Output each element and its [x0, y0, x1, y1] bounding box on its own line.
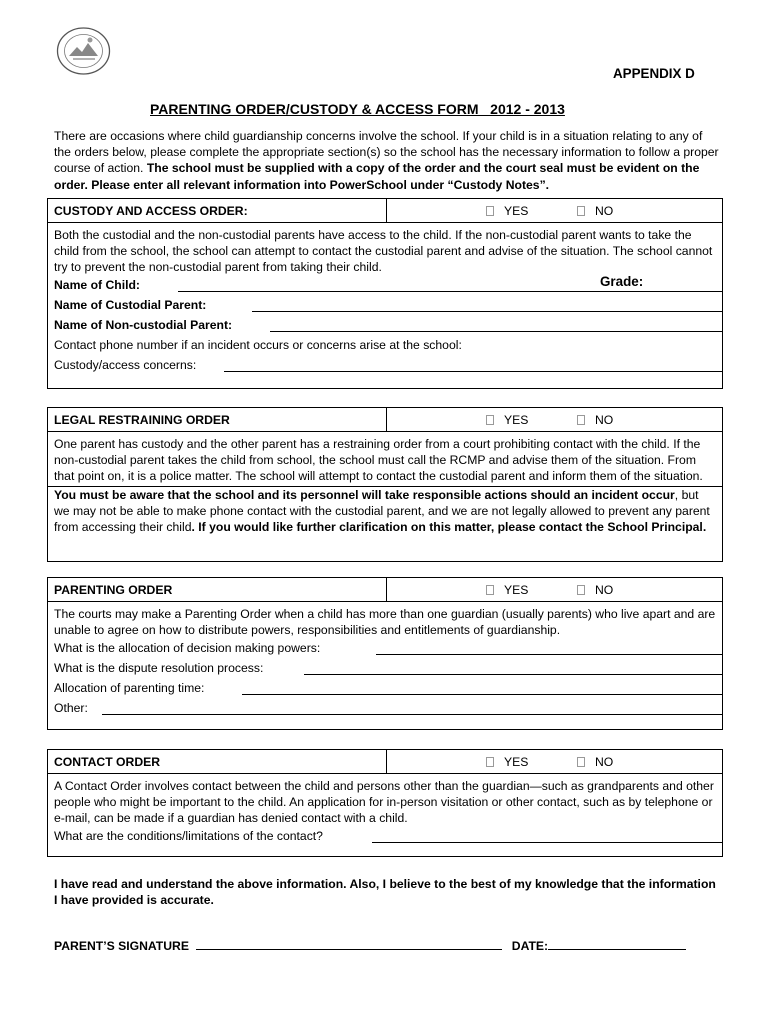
no-label: NO	[595, 583, 614, 597]
legal-yes-option[interactable]	[486, 413, 528, 427]
allocation-label: What is the allocation of decision making powers:	[54, 641, 321, 655]
allocation-line[interactable]	[376, 654, 722, 655]
checkbox-icon[interactable]	[486, 206, 494, 216]
header-divider	[386, 750, 387, 773]
legal-header	[48, 408, 722, 432]
contact-no-option[interactable]	[577, 755, 613, 769]
custodial-parent-field[interactable]	[54, 295, 716, 315]
other-line[interactable]	[102, 714, 722, 715]
legal-body	[48, 432, 722, 486]
header-divider	[386, 408, 387, 431]
custody-text: Both the custodial and the non-custodial parents have access to the child. If the non-custodial parent wants to take the child from the school, the school can attempt to contact the custodial parent and advise of the situation. The school cannot try to prevent the non-custodial parent from taking their child.	[54, 228, 713, 274]
contact-header	[48, 750, 722, 774]
signature-line[interactable]	[196, 938, 502, 950]
dispute-field[interactable]	[54, 658, 716, 678]
checkbox-icon[interactable]	[577, 585, 585, 595]
child-name-label: Name of Child:	[54, 278, 140, 292]
contact-text: A Contact Order involves contact between the child and persons other than the guardian—such as grandparents and other people who might be important to the child. An application for in-person visitation or other contact, such as by telephone or e-mail, can be made if a guardian has denied contact with a child.	[54, 779, 714, 825]
legal-text: One parent has custody and the other parent has a restraining order from a court prohibiting contact with the child. If the non-custodial parent takes the child from school, the school must call the RCMP and advise them of the situation. From that point on, it is a police matter. The school will attempt to contact the custodial parent and inform them of the situation.	[54, 437, 703, 483]
custody-no-option[interactable]	[577, 204, 613, 218]
no-label: NO	[595, 413, 614, 427]
checkbox-icon[interactable]	[577, 757, 585, 767]
child-name-line[interactable]	[178, 291, 722, 292]
parenting-header	[48, 578, 722, 602]
allocation-field[interactable]	[54, 638, 716, 658]
custody-section	[47, 198, 723, 389]
no-label: NO	[595, 204, 614, 218]
warning-text: , but we may not be able to make phone contact with the custodial parent, and we are not legally allowed to prevent any parent from accessing their child	[54, 488, 710, 534]
conditions-field[interactable]	[54, 826, 716, 846]
contact-phone-field	[54, 335, 716, 355]
dispute-label: What is the dispute resolution process:	[54, 661, 264, 675]
checkbox-icon[interactable]	[486, 585, 494, 595]
parenting-time-label: Allocation of parenting time:	[54, 681, 205, 695]
noncustodial-parent-field[interactable]	[54, 315, 716, 335]
yes-label: YES	[504, 413, 529, 427]
intro-paragraph	[54, 128, 722, 193]
parenting-body	[48, 602, 722, 724]
intro-text: There are occasions where child guardianship concerns involve the school. If your child is in a situation relating to any of the orders below, please complete the appropriate section(s) so the school has the necessary information to follow a proper course of action.	[54, 129, 719, 176]
parenting-text: The courts may make a Parenting Order when a child has more than one guardian (usually parents) who live apart and are unable to agree on how to distribute powers, responsibilities and entitlements of guardianship.	[54, 607, 716, 637]
dispute-line[interactable]	[304, 674, 722, 675]
checkbox-icon[interactable]	[577, 415, 585, 425]
concerns-label: Custody/access concerns:	[54, 358, 197, 372]
custody-body	[48, 223, 722, 381]
conditions-line[interactable]	[372, 842, 722, 843]
parenting-no-option[interactable]	[577, 583, 613, 597]
custody-header	[48, 199, 722, 223]
warning-bold-text: You must be aware that the school and its personnel will take responsible actions should an incident occur	[54, 488, 675, 502]
parenting-section	[47, 577, 723, 730]
custody-heading: CUSTODY AND ACCESS ORDER:	[54, 204, 248, 218]
checkbox-icon[interactable]	[486, 415, 494, 425]
noncustodial-parent-label: Name of Non-custodial Parent:	[54, 318, 233, 332]
checkbox-icon[interactable]	[486, 757, 494, 767]
contact-section	[47, 749, 723, 857]
parenting-heading: PARENTING ORDER	[54, 583, 173, 597]
signature-label: PARENT’S SIGNATURE	[54, 939, 189, 953]
contact-body	[48, 774, 722, 852]
grade-label: Grade:	[600, 274, 644, 289]
yes-label: YES	[504, 204, 529, 218]
yes-label: YES	[504, 755, 529, 769]
legal-warning	[48, 486, 722, 535]
concerns-line[interactable]	[224, 371, 722, 372]
date-line[interactable]	[548, 938, 686, 950]
parenting-yes-option[interactable]	[486, 583, 528, 597]
signature-row	[54, 938, 686, 953]
other-field[interactable]	[54, 698, 716, 718]
contact-heading: CONTACT ORDER	[54, 755, 161, 769]
yes-label: YES	[504, 583, 529, 597]
appendix-label: APPENDIX D	[613, 66, 695, 81]
date-label: DATE:	[511, 939, 549, 953]
header-divider	[386, 199, 387, 222]
header-divider	[386, 578, 387, 601]
declaration-text: I have read and understand the above information. Also, I believe to the best of my knowledge that the information I have provided is accurate.	[54, 877, 716, 907]
parenting-time-line[interactable]	[242, 694, 722, 695]
legal-heading: LEGAL RESTRAINING ORDER	[54, 413, 230, 427]
contact-yes-option[interactable]	[486, 755, 528, 769]
noncustodial-parent-line[interactable]	[270, 331, 722, 332]
legal-no-option[interactable]	[577, 413, 613, 427]
form-title: PARENTING ORDER/CUSTODY & ACCESS FORM 2012 - 2013	[150, 101, 565, 117]
contact-phone-label: Contact phone number if an incident occurs or concerns arise at the school:	[54, 338, 462, 352]
checkbox-icon[interactable]	[577, 206, 585, 216]
other-label: Other:	[54, 701, 88, 715]
warning-bold-text-2: . If you would like further clarification on this matter, please contact the School Principal.	[191, 520, 707, 534]
intro-bold-text: The school must be supplied with a copy of the order and the court seal must be evident on the order. Please enter all relevant information into PowerSchool under “Custody Notes”.	[54, 161, 700, 192]
custodial-parent-label: Name of Custodial Parent:	[54, 298, 207, 312]
school-seal-logo	[55, 26, 112, 76]
no-label: NO	[595, 755, 614, 769]
custody-yes-option[interactable]	[486, 204, 528, 218]
child-name-field[interactable]	[54, 275, 716, 295]
legal-section	[47, 407, 723, 562]
concerns-field[interactable]	[54, 355, 716, 375]
parenting-time-field[interactable]	[54, 678, 716, 698]
conditions-label: What are the conditions/limitations of the contact?	[54, 829, 323, 843]
custodial-parent-line[interactable]	[252, 311, 722, 312]
